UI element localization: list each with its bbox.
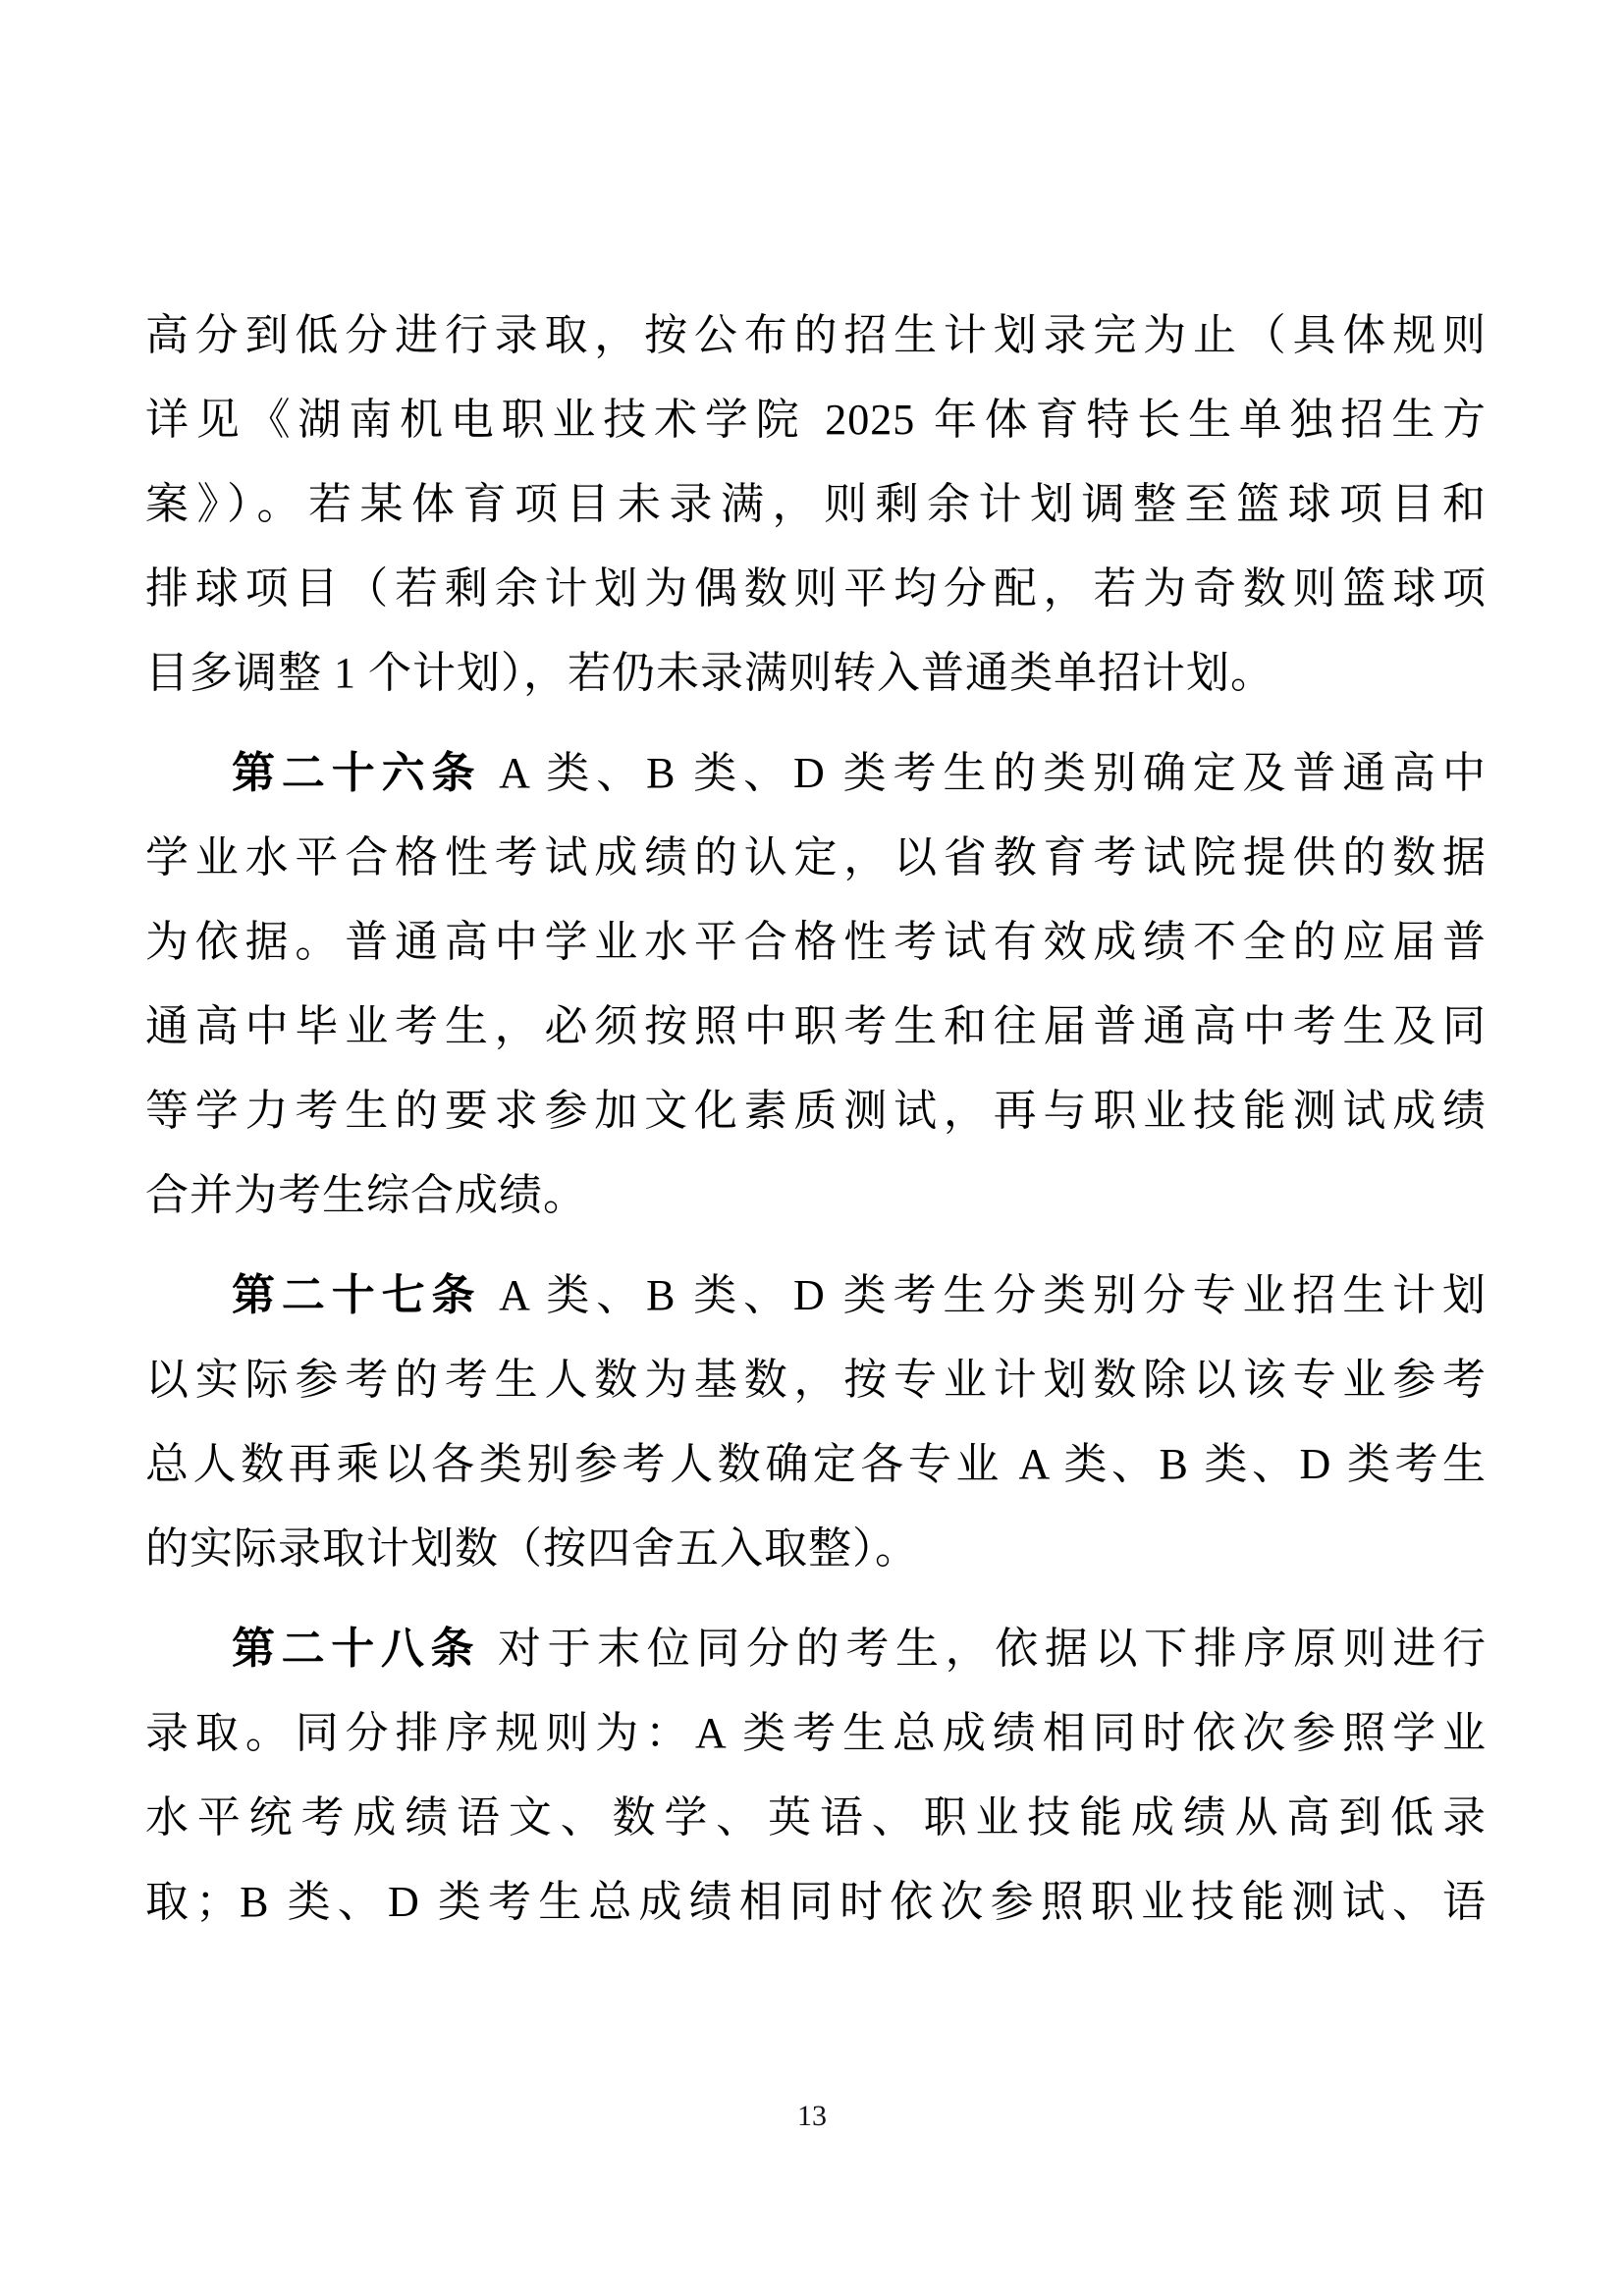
text-line: 详见《湖南机电职业技术学院 2025 年体育特长生单独招生方: [145, 396, 1487, 444]
paragraph: [145, 294, 1487, 716]
text-line: 案》）。若某体育项目未录满，则剩余计划调整至篮球项目和: [145, 480, 1487, 528]
article-heading: 第二十七条: [232, 1271, 482, 1319]
text-line: 通高中毕业考生，必须按照中职考生和往届普通高中考生及同: [145, 1002, 1487, 1050]
page-footer: [0, 2099, 1624, 2134]
text-line: 排球项目（若剩余计划为偶数则平均分配，若为奇数则篮球项: [145, 564, 1487, 613]
article-heading: 第二十六条: [232, 749, 482, 797]
page-number: 13: [797, 2100, 827, 2132]
text-block: [145, 294, 1487, 1945]
text-line: 等学力考生的要求参加文化素质测试，再与职业技能测试成绩: [145, 1087, 1487, 1135]
text-line: [145, 1607, 1487, 1691]
text-line: 以实际参考的考生人数为基数，按专业计划数除以该专业参考: [145, 1356, 1487, 1404]
text-line: 取；B 类、D 类考生总成绩相同时依次参照职业技能测试、语: [145, 1878, 1487, 1926]
text-line: 高分到低分进行录取，按公布的招生计划录完为止（具体规则: [145, 311, 1487, 359]
paragraph-article-26: [145, 731, 1487, 1238]
text-line: 总人数再乘以各类别参考人数确定各专业 A 类、B 类、D 类考生: [145, 1440, 1487, 1488]
text-line: 合并为考生综合成绩。: [145, 1171, 587, 1219]
text-line: 录取。同分排序规则为：A 类考生总成绩相同时依次参照学业: [145, 1709, 1487, 1757]
text-line: [145, 731, 1487, 816]
paragraph-article-27: [145, 1254, 1487, 1591]
article-first-line-text: A 类、B 类、D 类考生的类别确定及普通高中: [481, 749, 1487, 797]
text-line: [145, 1254, 1487, 1338]
text-line: 水平统考成绩语文、数学、英语、职业技能成绩从高到低录: [145, 1793, 1487, 1842]
text-line: 的实际录取计划数（按四舍五入取整）。: [145, 1524, 919, 1573]
text-line: 学业水平合格性考试成绩的认定，以省教育考试院提供的数据: [145, 833, 1487, 881]
text-line: 目多调整 1 个计划），若仍未录满则转入普通类单招计划。: [145, 649, 1274, 697]
text-line: 为依据。普通高中学业水平合格性考试有效成绩不全的应届普: [145, 918, 1487, 966]
paragraph-article-28: [145, 1607, 1487, 1945]
article-first-line-text: A 类、B 类、D 类考生分类别分专业招生计划: [481, 1271, 1487, 1319]
article-heading: 第二十八条: [232, 1625, 481, 1673]
article-first-line-text: 对于末位同分的考生，依据以下排序原则进行: [480, 1625, 1488, 1673]
